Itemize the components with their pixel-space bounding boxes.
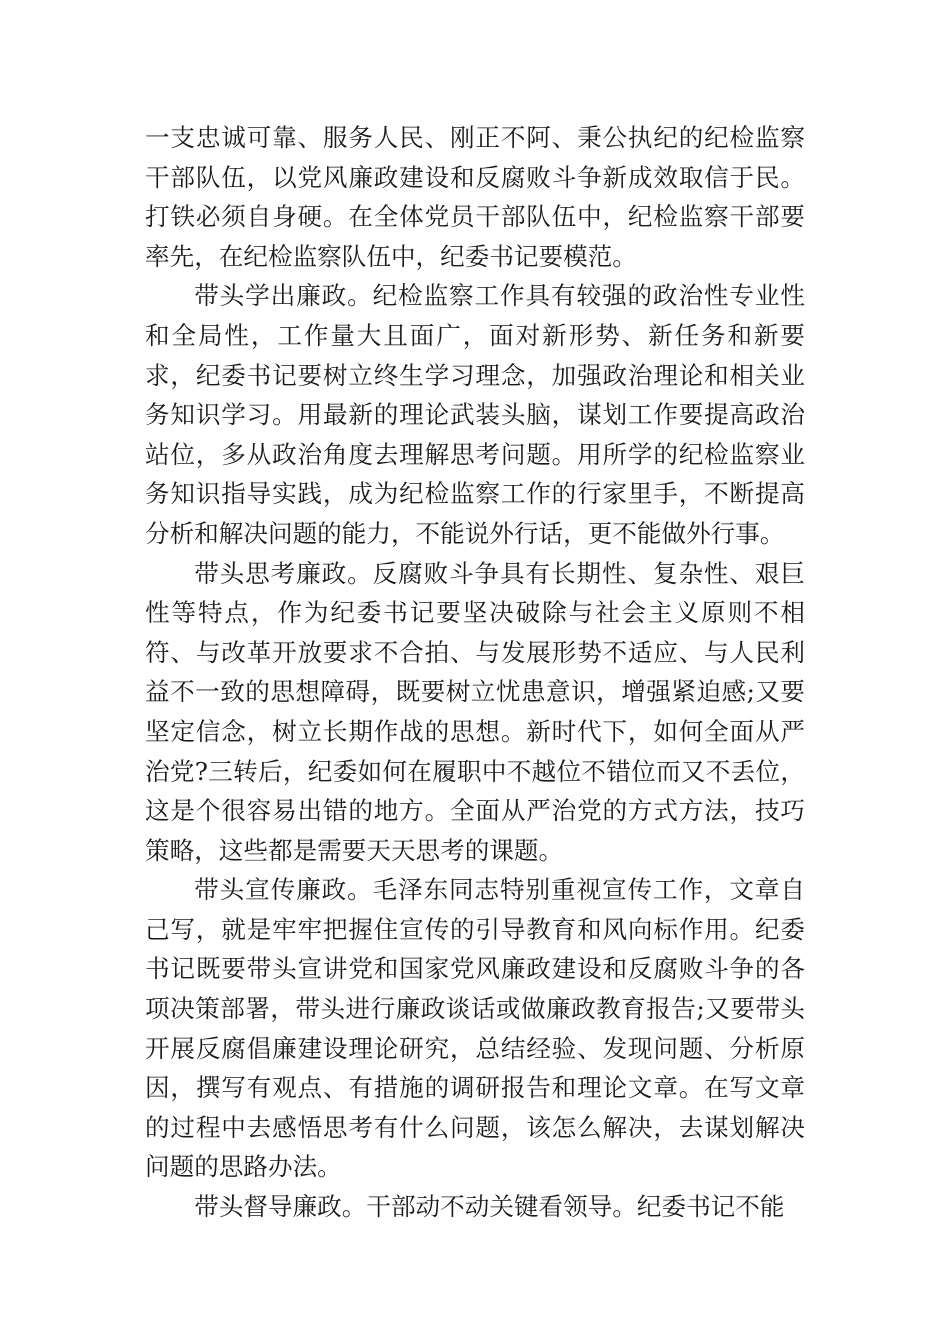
paragraph-think-integrity: 带头思考廉政。反腐败斗争具有长期性、复杂性、艰巨性等特点，作为纪委书记要坚决破除与社会主义原则不相符、与改革开放要求不合拍、与发展形势不适应、与人民利益不一致的思想障碍，既要树立忧患意识，增强紧迫感;又要坚定信念，树立长期作战的思想。新时代下，如何全面从严治党?三转后，纪委如何在履职中不越位不错位而又不丢位，这是个很容易出错的地方。全面从严治党的方式方法，技巧策略，这些都是需要天天思考的课题。 [145,558,805,865]
paragraph-promote-integrity: 带头宣传廉政。毛泽东同志特别重视宣传工作，文章自己写，就是牢牢把握住宣传的引导教育和风向标作用。纪委书记既要带头宣讲党和国家党风廉政建设和反腐败斗争的各项决策部署，带头进行廉政谈话或做廉政教育报告;又要带头开展反腐倡廉建设理论研究，总结经验、发现问题、分析原因，撰写有观点、有措施的调研报告和理论文章。在写文章的过程中去感悟思考有什么问题，该怎么解决，去谋划解决问题的思路办法。 [145,875,805,1182]
paragraph-study-integrity: 带头学出廉政。纪检监察工作具有较强的政治性专业性和全局性，工作量大且面广，面对新形势、新任务和新要求，纪委书记要树立终生学习理念，加强政治理论和相关业务知识学习。用最新的理论武装头脑，谋划工作要提高政治站位，多从政治角度去理解思考问题。用所学的纪检监察业务知识指导实践，成为纪检监察工作的行家里手，不断提高分析和解决问题的能力，不能说外行话，更不能做外行事。 [145,281,805,548]
document-body [145,118,805,1227]
paragraph-supervise-integrity: 带头督导廉政。干部动不动关键看领导。纪委书记不能 [194,1192,785,1222]
paragraph-continuation: 一支忠诚可靠、服务人民、刚正不阿、秉公执纪的纪检监察干部队伍，以党风廉政建设和反腐败斗争新成效取信于民。打铁必须自身硬。在全体党员干部队伍中，纪检监察干部要率先，在纪检监察队伍中，纪委书记要模范。 [145,123,805,271]
